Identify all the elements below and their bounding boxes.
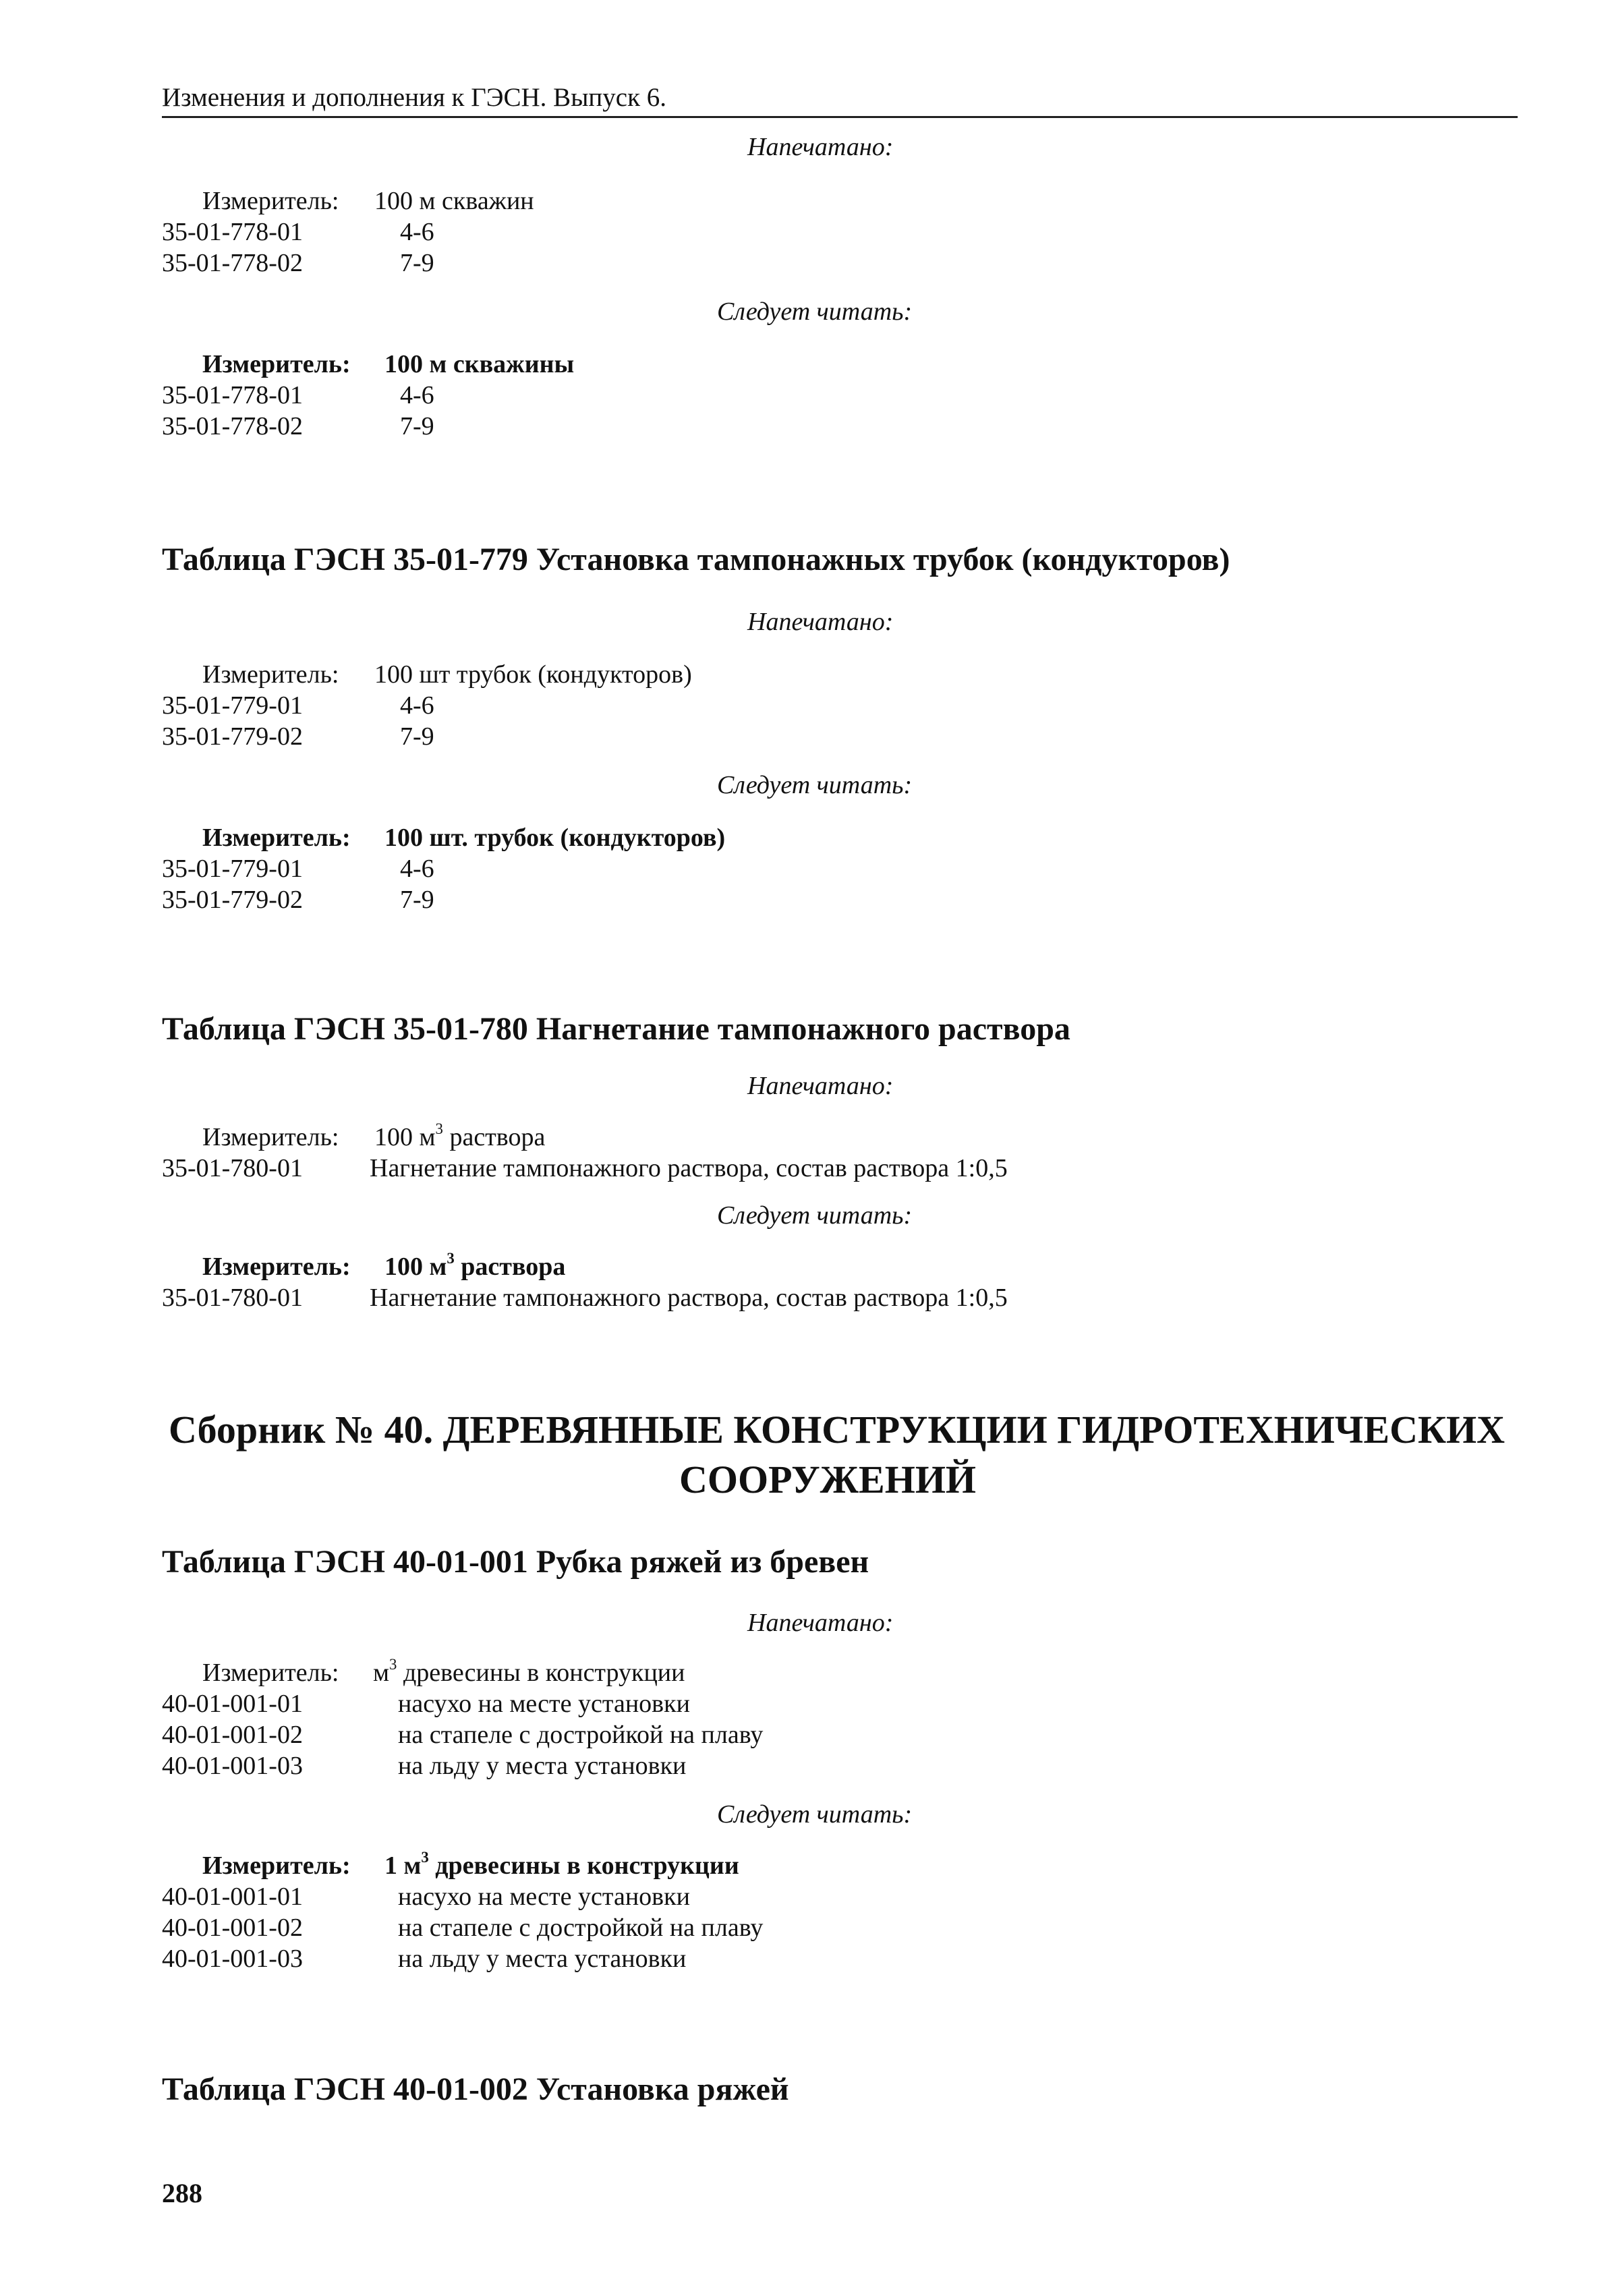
- meter-label: Измеритель:: [202, 660, 339, 689]
- row-value: 7-9: [400, 249, 434, 277]
- row-value: 7-9: [400, 722, 434, 751]
- row-code: 35-01-780-01: [162, 1154, 303, 1182]
- row-value: 7-9: [400, 412, 434, 440]
- row-code: 35-01-778-02: [162, 249, 303, 277]
- row-code: 40-01-001-01: [162, 1883, 303, 1911]
- meter-label: Измеритель:: [202, 1852, 351, 1880]
- should-read-label: Следует читать:: [717, 771, 913, 799]
- row-code: 40-01-001-02: [162, 1721, 303, 1749]
- meter-label: Измеритель:: [202, 1659, 339, 1687]
- meter-unit: 100 м скважин: [374, 187, 534, 215]
- row-code: 40-01-001-03: [162, 1752, 303, 1780]
- meter-label: Измеритель:: [202, 350, 351, 378]
- header-rule: [162, 116, 1518, 118]
- table-title: Таблица ГЭСН 35-01-779 Установка тампонажных трубок (кондукторов): [162, 542, 1230, 577]
- meter-label: Измеритель:: [202, 187, 339, 215]
- meter-unit: $м^3$ древесины в конструкции: [373, 1655, 685, 1687]
- should-read-label: Следует читать:: [717, 297, 913, 326]
- row-code: 40-01-001-02: [162, 1914, 303, 1942]
- row-value: 4-6: [400, 691, 434, 720]
- meter-unit: 100 $м^3$ раствора: [384, 1249, 566, 1281]
- meter-unit: 100 $м^3$ раствора: [374, 1120, 546, 1151]
- page-number: 288: [162, 2178, 202, 2208]
- row-code: 40-01-001-01: [162, 1690, 303, 1718]
- meter-unit: 1 $м^3$ древесины в конструкции: [384, 1848, 739, 1880]
- should-read-label: Следует читать:: [717, 1800, 913, 1829]
- table-title: Таблица ГЭСН 40-01-001 Рубка ряжей из бревен: [162, 1544, 869, 1580]
- row-value: на стапеле с достройкой на плаву: [398, 1914, 764, 1942]
- row-value: на льду у места установки: [398, 1945, 687, 1973]
- row-value: Нагнетание тампонажного раствора, состав раствора 1:0,5: [370, 1154, 1008, 1182]
- row-value: 4-6: [400, 218, 434, 246]
- row-code: 35-01-780-01: [162, 1284, 303, 1312]
- meter-label: Измеритель:: [202, 824, 351, 852]
- should-read-label: Следует читать:: [717, 1201, 913, 1230]
- row-code: 40-01-001-03: [162, 1945, 303, 1973]
- printed-label: Напечатано:: [747, 1609, 894, 1637]
- printed-label: Напечатано:: [747, 608, 894, 636]
- row-value: 4-6: [400, 855, 434, 883]
- printed-label: Напечатано:: [747, 133, 894, 161]
- meter-label: Измеритель:: [202, 1253, 351, 1281]
- row-value: насухо на месте установки: [398, 1690, 690, 1718]
- running-header: Изменения и дополнения к ГЭСН. Выпуск 6.: [162, 83, 667, 112]
- table-title: Таблица ГЭСН 40-01-002 Установка ряжей: [162, 2071, 789, 2107]
- meter-unit: 100 м скважины: [384, 350, 575, 378]
- meter-label: Измеритель:: [202, 1123, 339, 1151]
- row-code: 35-01-779-02: [162, 886, 303, 914]
- collection-title: Сборник № 40. ДЕРЕВЯННЫЕ КОНСТРУКЦИИ ГИДРОТЕХНИЧЕСКИХ: [169, 1408, 1505, 1452]
- collection-title-cont: СООРУЖЕНИЙ: [679, 1458, 977, 1501]
- row-value: 4-6: [400, 381, 434, 409]
- row-code: 35-01-779-02: [162, 722, 303, 751]
- printed-label: Напечатано:: [747, 1072, 894, 1100]
- row-value: на стапеле с достройкой на плаву: [398, 1721, 764, 1749]
- row-value: насухо на месте установки: [398, 1883, 690, 1911]
- row-code: 35-01-778-01: [162, 218, 303, 246]
- row-code: 35-01-779-01: [162, 855, 303, 883]
- table-title: Таблица ГЭСН 35-01-780 Нагнетание тампонажного раствора: [162, 1011, 1070, 1047]
- row-value: на льду у места установки: [398, 1752, 687, 1780]
- row-code: 35-01-779-01: [162, 691, 303, 720]
- row-code: 35-01-778-02: [162, 412, 303, 440]
- row-code: 35-01-778-01: [162, 381, 303, 409]
- meter-unit: 100 шт трубок (кондукторов): [374, 660, 692, 689]
- row-value: 7-9: [400, 886, 434, 914]
- meter-unit: 100 шт. трубок (кондукторов): [384, 824, 726, 852]
- row-value: Нагнетание тампонажного раствора, состав раствора 1:0,5: [370, 1284, 1008, 1312]
